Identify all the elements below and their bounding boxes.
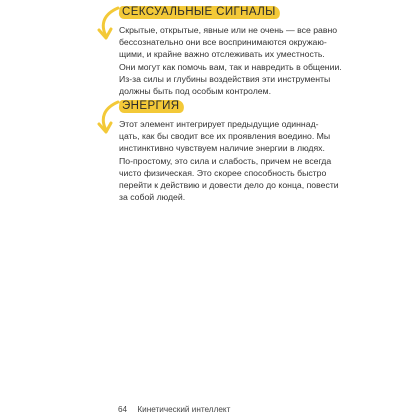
text-line: бессознательно они все воспринимаются окружаю- <box>119 37 327 48</box>
page-footer <box>118 405 230 414</box>
text-line: Они могут как помочь вам, так и навредить в общении. <box>119 61 342 72</box>
section-heading-energy: ЭНЕРГИЯ <box>119 98 184 114</box>
text-line: щими, и крайне важно отслеживать их уместность. <box>119 49 325 60</box>
book-title: Кинетический интеллект <box>137 405 231 414</box>
text-line: перейти к действию и довести дело до конца, повести <box>119 180 339 191</box>
text-line: инстинктивно чувствуем наличие энергии в людях. <box>119 143 325 154</box>
section-body-energy <box>119 118 339 203</box>
text-line: По-простому, это сила и слабость, причем не всегда <box>119 155 332 166</box>
text-line: Этот элемент интегрирует предыдущие одиннад- <box>119 119 319 129</box>
section-heading-sexual-signals: СЕКСУАЛЬНЫЕ СИГНАЛЫ <box>119 4 280 20</box>
text-line: должны быть под особым контролем. <box>119 86 271 97</box>
text-line: Скрытые, открытые, явные или не очень — все равно <box>119 25 338 35</box>
text-line: за собой людей. <box>119 192 186 203</box>
text-line: Из-за силы и глубины воздействия эти инструменты <box>119 73 331 84</box>
page-number: 64 <box>118 405 128 414</box>
section-body-sexual-signals <box>119 24 342 97</box>
text-line: цать, как бы сводит все их проявления воедино. Мы <box>119 131 331 142</box>
text-line: чисто физическая. Это скорее способность быстро <box>119 167 327 178</box>
